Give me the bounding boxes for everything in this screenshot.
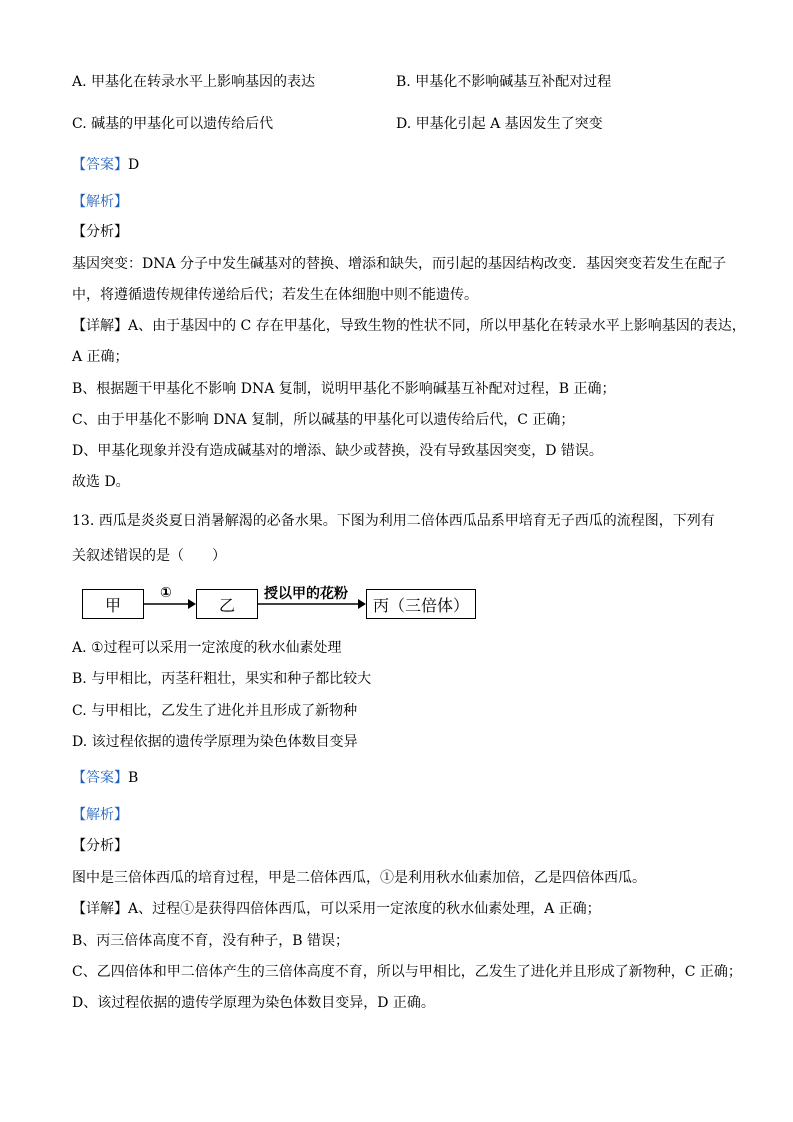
q13-fenxi-line-1: 图中是三倍体西瓜的培育过程，甲是二倍体西瓜，①是利用秋水仙素加倍，乙是四倍体西瓜。: [72, 870, 646, 886]
answer-value: B: [128, 770, 139, 786]
flow-box-bing: 丙（三倍体）: [366, 589, 476, 619]
q13-option-b: B. 与甲相比，丙茎秆粗壮，果实和种子都比较大: [72, 671, 372, 687]
flow-box-jia: 甲: [82, 589, 144, 619]
answer-tag: 【答案】: [72, 770, 128, 786]
q13-answer: [72, 768, 138, 788]
answer-tag: 【答案】: [72, 157, 128, 173]
q12-option-b: B. 甲基化不影响碱基互补配对过程: [396, 74, 612, 90]
q12-detail-line-2: B、根据题干甲基化不影响 DNA 复制，说明甲基化不影响碱基互补配对过程，B 正确；: [72, 381, 616, 397]
q13-detail-line-1: 【详解】A、过程①是获得四倍体西瓜，可以采用一定浓度的秋水仙素处理，A 正确；: [72, 901, 601, 917]
q12-conclusion: 故选 D。: [72, 474, 130, 490]
detail-tag: 【详解】: [72, 318, 128, 334]
q13-option-d: D. 该过程依据的遗传学原理为染色体数目变异: [72, 734, 358, 750]
flow-arrow-label-2: 授以甲的花粉: [264, 586, 348, 602]
q13-stem-line-1: 13. 西瓜是炎炎夏日消暑解渴的必备水果。下图为利用二倍体西瓜品系甲培育无子西瓜的流程图，下列有: [72, 513, 715, 529]
q13-analysis-tag: 【解析】: [72, 807, 128, 823]
q12-fenxi-tag: 【分析】: [72, 224, 128, 240]
q13-detail-line-2: B、丙三倍体高度不育，没有种子，B 错误；: [72, 933, 350, 949]
flow-box-yi: 乙: [196, 589, 258, 619]
q12-fenxi-line-2: 中，将遵循遗传规律传递给后代；若发生在体细胞中则不能遗传。: [72, 287, 478, 303]
q13-stem-line-2: 关叙述错误的是（ ）: [72, 548, 226, 564]
q13-detail-line-3: C、乙四倍体和甲二倍体产生的三倍体高度不育，所以与甲相比，乙发生了进化并且形成了新物种，C 正确；: [72, 964, 742, 980]
answer-value: D: [128, 157, 140, 173]
q13-fenxi-tag: 【分析】: [72, 838, 128, 854]
q12-analysis-tag: 【解析】: [72, 194, 128, 210]
q12-detail-line-1b: A 正确；: [72, 349, 129, 365]
flow-arrow-label-1: ①: [160, 585, 172, 601]
q13-detail-line-4: D、该过程依据的遗传学原理为染色体数目变异，D 正确。: [72, 995, 435, 1011]
q12-detail-line-4: D、甲基化现象并没有造成碱基对的增添、缺少或替换，没有导致基因突变，D 错误。: [72, 443, 603, 459]
q13-option-a: A. ①过程可以采用一定浓度的秋水仙素处理: [72, 640, 342, 656]
q12-detail-line-3: C、由于甲基化不影响 DNA 复制，所以碱基的甲基化可以遗传给后代，C 正确；: [72, 412, 575, 428]
q12-option-c: C. 碱基的甲基化可以遗传给后代: [72, 116, 274, 132]
q13-option-c: C. 与甲相比，乙发生了进化并且形成了新物种: [72, 703, 358, 719]
detail-tag: 【详解】: [72, 901, 128, 917]
q12-answer: [72, 155, 139, 175]
q12-detail-line-1: 【详解】A、由于基因中的 C 存在甲基化，导致生物的性状不同，所以甲基化在转录水平上影响基因的表达，: [72, 318, 746, 334]
q12-option-d: D. 甲基化引起 A 基因发生了突变: [396, 116, 603, 132]
q12-fenxi-line-1: 基因突变：DNA 分子中发生碱基对的替换、增添和缺失，而引起的基因结构改变．基因突变若发生在配子: [72, 256, 727, 272]
q12-option-a: A. 甲基化在转录水平上影响基因的表达: [72, 74, 316, 90]
